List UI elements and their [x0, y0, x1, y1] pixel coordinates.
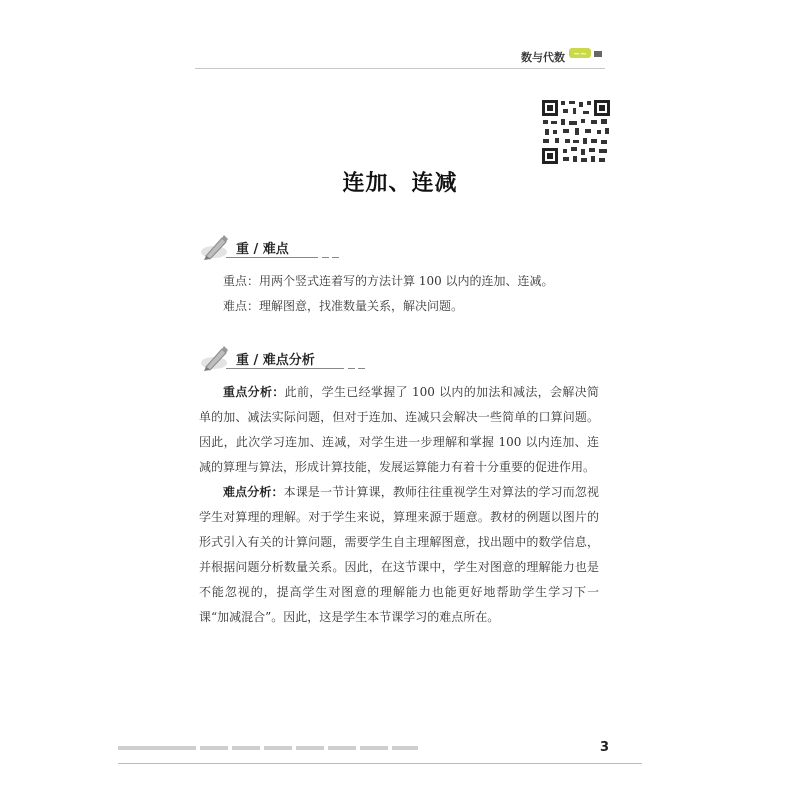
page-title: 连加、连减 — [342, 171, 458, 196]
header-mark-icon — [594, 51, 602, 57]
heading-dash — [358, 368, 365, 369]
page-number: 3 — [600, 740, 610, 755]
heading-dash — [332, 257, 339, 258]
difficulty-line — [199, 294, 599, 319]
key-point-text: 用两个竖式连着写的方法计算 100 以内的连加、连减。 — [259, 274, 554, 288]
key-point-line — [199, 269, 599, 294]
section-heading-analysis — [200, 343, 500, 373]
heading-underline — [226, 257, 318, 258]
analysis-paragraph-key — [199, 380, 599, 480]
footer-rule — [118, 763, 642, 764]
header-logo-icon — [569, 46, 591, 60]
footer-decor-bar — [118, 746, 418, 750]
difficulty-lead: 难点： — [223, 299, 260, 313]
header-section-title: 数与代数 — [521, 51, 565, 64]
svg-text:~~: ~~ — [573, 49, 587, 59]
analysis-paragraph-difficulty — [199, 480, 599, 630]
section-heading-label: 重 / 难点分析 — [236, 353, 315, 368]
section-heading-label: 重 / 难点 — [236, 242, 289, 257]
pencil-icon — [200, 232, 230, 260]
heading-dash — [322, 257, 329, 258]
analysis-lead: 难点分析： — [223, 485, 284, 499]
heading-dash — [348, 368, 355, 369]
section-heading-key-points — [200, 232, 500, 262]
difficulty-text: 理解图意，找准数量关系，解决问题。 — [259, 299, 464, 313]
analysis-lead: 重点分析： — [223, 385, 285, 399]
analysis-text: 本课是一节计算课，教师往往重视学生对算法的学习而忽视学生对算理的理解。对于学生来说，算理来源于题意。教材的例题以图片的形式引入有关的计算问题，需要学生自主理解图意，找出题中的数学信息，并根据问题分析数量关系。因此，在这节课中，学生对图意的理解能力也是不能忽视的，提高学生对图意的理解能力也能更好地帮助学生学习下一课“加减混合”。因此，这是学生本节课学习的难点所在。 — [199, 485, 599, 624]
analysis-text: 此前，学生已经掌握了 100 以内的加法和减法，会解决简单的加、减法实际问题，但对于连加、连减只会解决一些简单的口算问题。因此，此次学习连加、连减，对学生进一步理解和掌握 100 以内连加、连减的算理与算法，形成计算技能，发展运算能力有着十分重要的促进作用。 — [199, 385, 599, 474]
pencil-icon — [200, 343, 230, 371]
key-point-lead: 重点： — [223, 274, 260, 288]
heading-underline — [226, 368, 344, 369]
page-header — [195, 40, 605, 69]
qr-code-icon[interactable] — [541, 99, 611, 165]
